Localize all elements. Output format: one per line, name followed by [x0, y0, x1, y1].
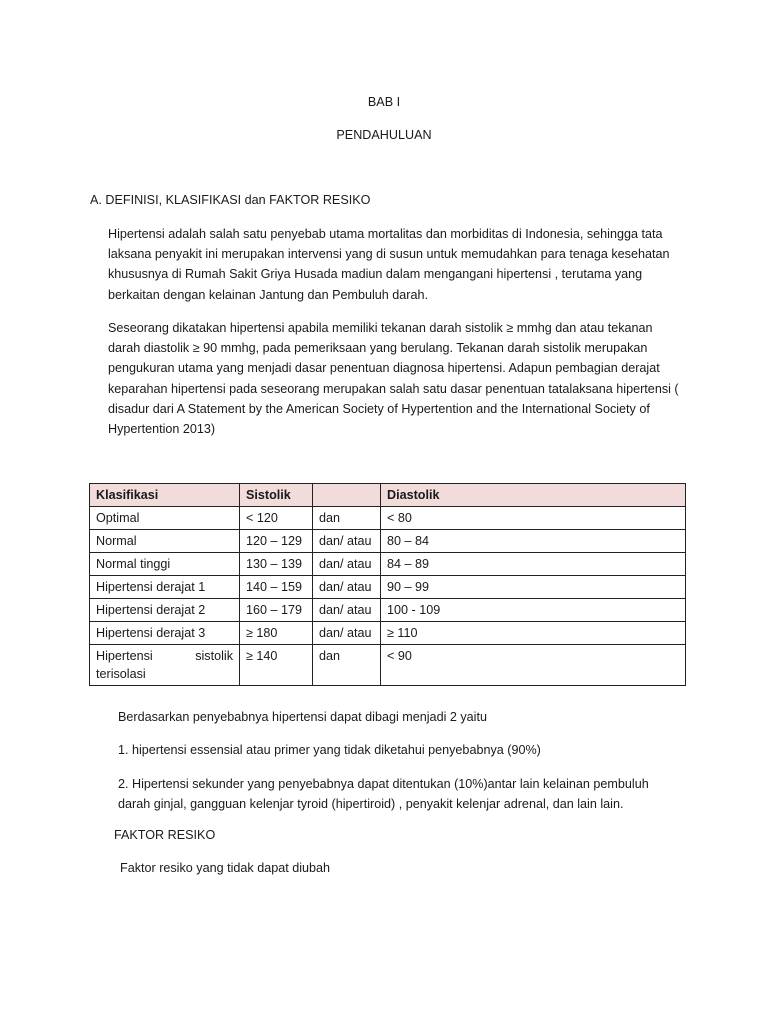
cell-operator: dan: [313, 645, 381, 686]
paragraph-line: Hipertensi adalah salah satu penyebab utama mortalitas dan morbiditas di Indonesia, sehingga tata: [108, 227, 663, 241]
cell-word: sistolik: [195, 649, 233, 663]
paragraph-line: khususnya di Rumah Sakit Griya Husada madiun dalam mengangani hipertensi , terutama yang: [108, 267, 643, 282]
cell-diastolik: < 80: [381, 507, 686, 530]
cell-label-line1: [96, 647, 233, 665]
table-row: [90, 576, 686, 599]
cell-klasifikasi: Hipertensi derajat 3: [90, 622, 240, 645]
header-diastolik: Diastolik: [381, 484, 686, 507]
cell-sistolik: 160 – 179: [240, 599, 313, 622]
cell-diastolik: 84 – 89: [381, 553, 686, 576]
table-row: [90, 507, 686, 530]
chapter-label: BAB I: [367, 95, 401, 109]
header-klasifikasi: Klasifikasi: [90, 484, 240, 507]
cell-diastolik: ≥ 110: [381, 622, 686, 645]
cause-item-secondary: [118, 774, 649, 814]
cell-klasifikasi: Normal: [90, 530, 240, 553]
cell-klasifikasi: [90, 645, 240, 686]
paragraph-definition: [108, 224, 669, 305]
causes-intro: Berdasarkan penyebabnya hipertensi dapat dibagi menjadi 2 yaitu: [118, 710, 487, 724]
cell-diastolik: 90 – 99: [381, 576, 686, 599]
cell-klasifikasi: Hipertensi derajat 1: [90, 576, 240, 599]
paragraph-line: pengukuran utama yang menjadi dasar penentuan diagnosa hipertensi. Adapun pembagian derajat: [108, 361, 660, 376]
cell-sistolik: 130 – 139: [240, 553, 313, 576]
paragraph-line: berkaitan dengan kelainan Jantung dan Pembuluh darah.: [108, 287, 428, 302]
table-header-row: [90, 484, 686, 507]
cell-operator: dan/ atau: [313, 599, 381, 622]
section-a-title: A. DEFINISI, KLASIFIKASI dan FAKTOR RESIKO: [90, 193, 371, 207]
cell-sistolik: < 120: [240, 507, 313, 530]
paragraph-line: Seseorang dikatakan hipertensi apabila memiliki tekanan darah sistolik ≥ mmhg dan atau tekanan: [108, 321, 653, 335]
cell-sistolik: ≥ 180: [240, 622, 313, 645]
cell-operator: dan/ atau: [313, 576, 381, 599]
risk-factor-subtitle: Faktor resiko yang tidak dapat diubah: [120, 861, 331, 875]
risk-factor-title: FAKTOR RESIKO: [114, 828, 216, 842]
cell-label-line2: terisolasi: [96, 667, 146, 681]
paragraph-line: Hypertention 2013): [108, 422, 216, 437]
cell-operator: dan: [313, 507, 381, 530]
cause-item-primary: 1. hipertensi essensial atau primer yang tidak diketahui penyebabnya (90%): [118, 743, 541, 757]
cell-operator: dan/ atau: [313, 622, 381, 645]
cell-klasifikasi: Optimal: [90, 507, 240, 530]
cell-klasifikasi: Hipertensi derajat 2: [90, 599, 240, 622]
cell-word: Hipertensi: [96, 649, 153, 663]
cell-diastolik: 100 - 109: [381, 599, 686, 622]
paragraph-criteria: [108, 318, 679, 439]
cell-diastolik: < 90: [381, 645, 686, 686]
table-row: [90, 530, 686, 553]
table-row: [90, 599, 686, 622]
cell-sistolik: 120 – 129: [240, 530, 313, 553]
paragraph-line: darah ginjal, gangguan kelenjar tyroid (hipertiroid) , penyakit kelenjar adrenal, dan lain lain.: [118, 797, 624, 812]
cell-diastolik: 80 – 84: [381, 530, 686, 553]
chapter-title: PENDAHULUAN: [336, 128, 432, 142]
classification-table: [89, 483, 686, 686]
cell-operator: dan/ atau: [313, 530, 381, 553]
paragraph-line: darah diastolik ≥ 90 mmhg, pada pemeriksaan yang berulang. Tekanan darah sistolik merupakan: [108, 341, 648, 356]
paragraph-line: disadur dari A Statement by the American Society of Hypertention and the International Society of: [108, 401, 650, 416]
paragraph-line: laksana penyakit ini merupakan intervensi yang di susun untuk memudahkan para tenaga kesehatan: [108, 247, 670, 262]
cell-operator: dan/ atau: [313, 553, 381, 576]
table-row: [90, 645, 686, 686]
cell-klasifikasi: Normal tinggi: [90, 553, 240, 576]
header-operator: [313, 484, 381, 507]
header-sistolik: Sistolik: [240, 484, 313, 507]
table-row: [90, 622, 686, 645]
cell-sistolik: ≥ 140: [240, 645, 313, 686]
cell-sistolik: 140 – 159: [240, 576, 313, 599]
paragraph-line: keparahan hipertensi pada seseorang merupakan salah satu dasar penentuan tatalaksana hipertensi (: [108, 381, 679, 396]
table-row: [90, 553, 686, 576]
paragraph-line: 2. Hipertensi sekunder yang penyebabnya dapat ditentukan (10%)antar lain kelainan pembuluh: [118, 777, 649, 791]
